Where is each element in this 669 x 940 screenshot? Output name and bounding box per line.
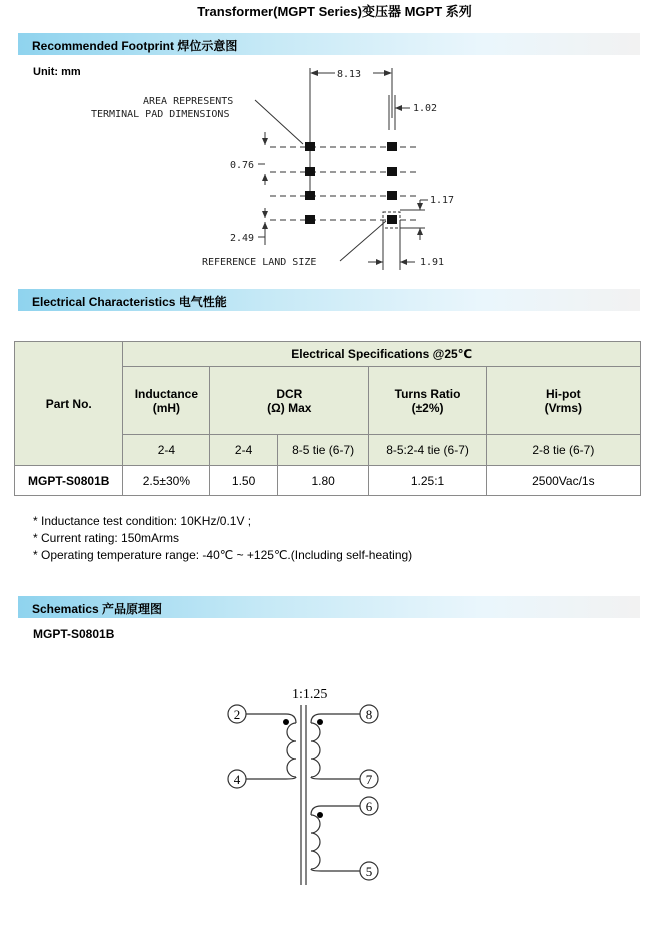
arrowhead: [384, 70, 392, 76]
sub-header: 2-4: [210, 435, 278, 466]
cell-turns: 1.25:1: [369, 466, 486, 496]
header-turns-ratio: Turns Ratio (±2%): [369, 367, 486, 435]
note-line: * Current rating: 150mArms: [33, 531, 180, 545]
area-label-line1: AREA REPRESENTS: [143, 96, 234, 107]
turns-ratio-label: 1:1.25: [292, 687, 328, 702]
table-row: [15, 466, 641, 496]
arrowhead: [310, 70, 318, 76]
section-header-schematics: [18, 596, 640, 618]
spec-table: [14, 341, 641, 496]
terminal-pad: [387, 191, 397, 200]
terminal-pad: [305, 191, 315, 200]
dim-pad-height-label: 1.17: [430, 195, 455, 206]
footprint-diagram: [0, 60, 669, 275]
arrowhead: [400, 259, 407, 265]
terminal-pad: [387, 215, 397, 224]
cell-dcr-a: 1.50: [210, 466, 278, 496]
pin-label: 2: [233, 707, 241, 722]
arrowhead: [376, 259, 383, 265]
leader-line: [255, 100, 303, 144]
sub-header: 8-5:2-4 tie (6-7): [369, 435, 486, 466]
area-label-line2: TERMINAL PAD DIMENSIONS: [91, 109, 230, 120]
arrowhead: [262, 211, 268, 218]
terminal-pad: [387, 167, 397, 176]
section-title: Schematics 产品原理图: [32, 602, 163, 616]
header-inductance: Inductance (mH): [123, 367, 210, 435]
terminal-pad: [305, 142, 315, 151]
pin-label: 8: [365, 707, 373, 722]
secondary-winding: [311, 723, 320, 777]
cell-hipot: 2500Vac/1s: [486, 466, 640, 496]
lead-wire: [246, 777, 296, 779]
page-title: Transformer(MGPT Series)变压器 MGPT 系列: [197, 4, 472, 19]
header-electrical-spec: Electrical Specifications @25℃: [123, 342, 641, 367]
sub-header: 2-8 tie (6-7): [486, 435, 640, 466]
arrowhead: [262, 222, 268, 229]
terminal-pad: [305, 167, 315, 176]
arrowhead: [262, 138, 268, 145]
terminal-pad: [387, 142, 397, 151]
header-part-no: Part No.: [15, 342, 123, 466]
polarity-dot: [283, 719, 289, 725]
cell-inductance: 2.5±30%: [123, 466, 210, 496]
cell-dcr-b: 1.80: [277, 466, 368, 496]
section-title: Recommended Footprint 焊位示意图: [32, 39, 238, 53]
transformer-schematic: [0, 675, 669, 890]
section-header-electrical: [18, 289, 640, 311]
terminal-pad: [305, 215, 315, 224]
schematic-part-label: MGPT-S0801B: [33, 627, 115, 641]
primary-winding: [287, 723, 296, 777]
arrowhead: [417, 228, 423, 235]
dim-land-label: 1.91: [420, 257, 445, 268]
unit-label: Unit: mm: [33, 66, 81, 78]
dim-pitch-label: 0.76: [230, 160, 255, 171]
dim-width-label: 8.13: [337, 69, 362, 80]
note-line: * Operating temperature range: -40℃ ~ +125℃.(Including self-heating): [33, 548, 413, 562]
pin-label: 6: [365, 799, 373, 814]
pin-label: 5: [365, 864, 373, 879]
pin-label: 7: [365, 772, 373, 787]
notes: [33, 513, 412, 564]
pin-label: 4: [233, 772, 241, 787]
note-line: * Inductance test condition: 10KHz/0.1V ;: [33, 514, 252, 528]
sub-header: 8-5 tie (6-7): [277, 435, 368, 466]
section-title: Electrical Characteristics 电气性能: [32, 295, 227, 309]
sub-header: 2-4: [123, 435, 210, 466]
leader-line: [340, 221, 386, 261]
dim-pad-width-label: 1.02: [413, 103, 438, 114]
lead-wire: [311, 869, 360, 871]
reference-label: REFERENCE LAND SIZE: [202, 257, 317, 268]
polarity-dot: [317, 719, 323, 725]
cell-part: MGPT-S0801B: [15, 466, 123, 496]
polarity-dot: [317, 812, 323, 818]
header-hipot: Hi-pot (Vrms): [486, 367, 640, 435]
lead-wire: [311, 777, 360, 779]
arrowhead: [262, 174, 268, 181]
arrowhead: [417, 203, 423, 210]
section-header-footprint: [18, 33, 640, 55]
arrowhead: [395, 105, 402, 111]
dim-margin-label: 2.49: [230, 233, 255, 244]
header-dcr: DCR (Ω) Max: [210, 367, 369, 435]
secondary-winding: [311, 815, 320, 869]
